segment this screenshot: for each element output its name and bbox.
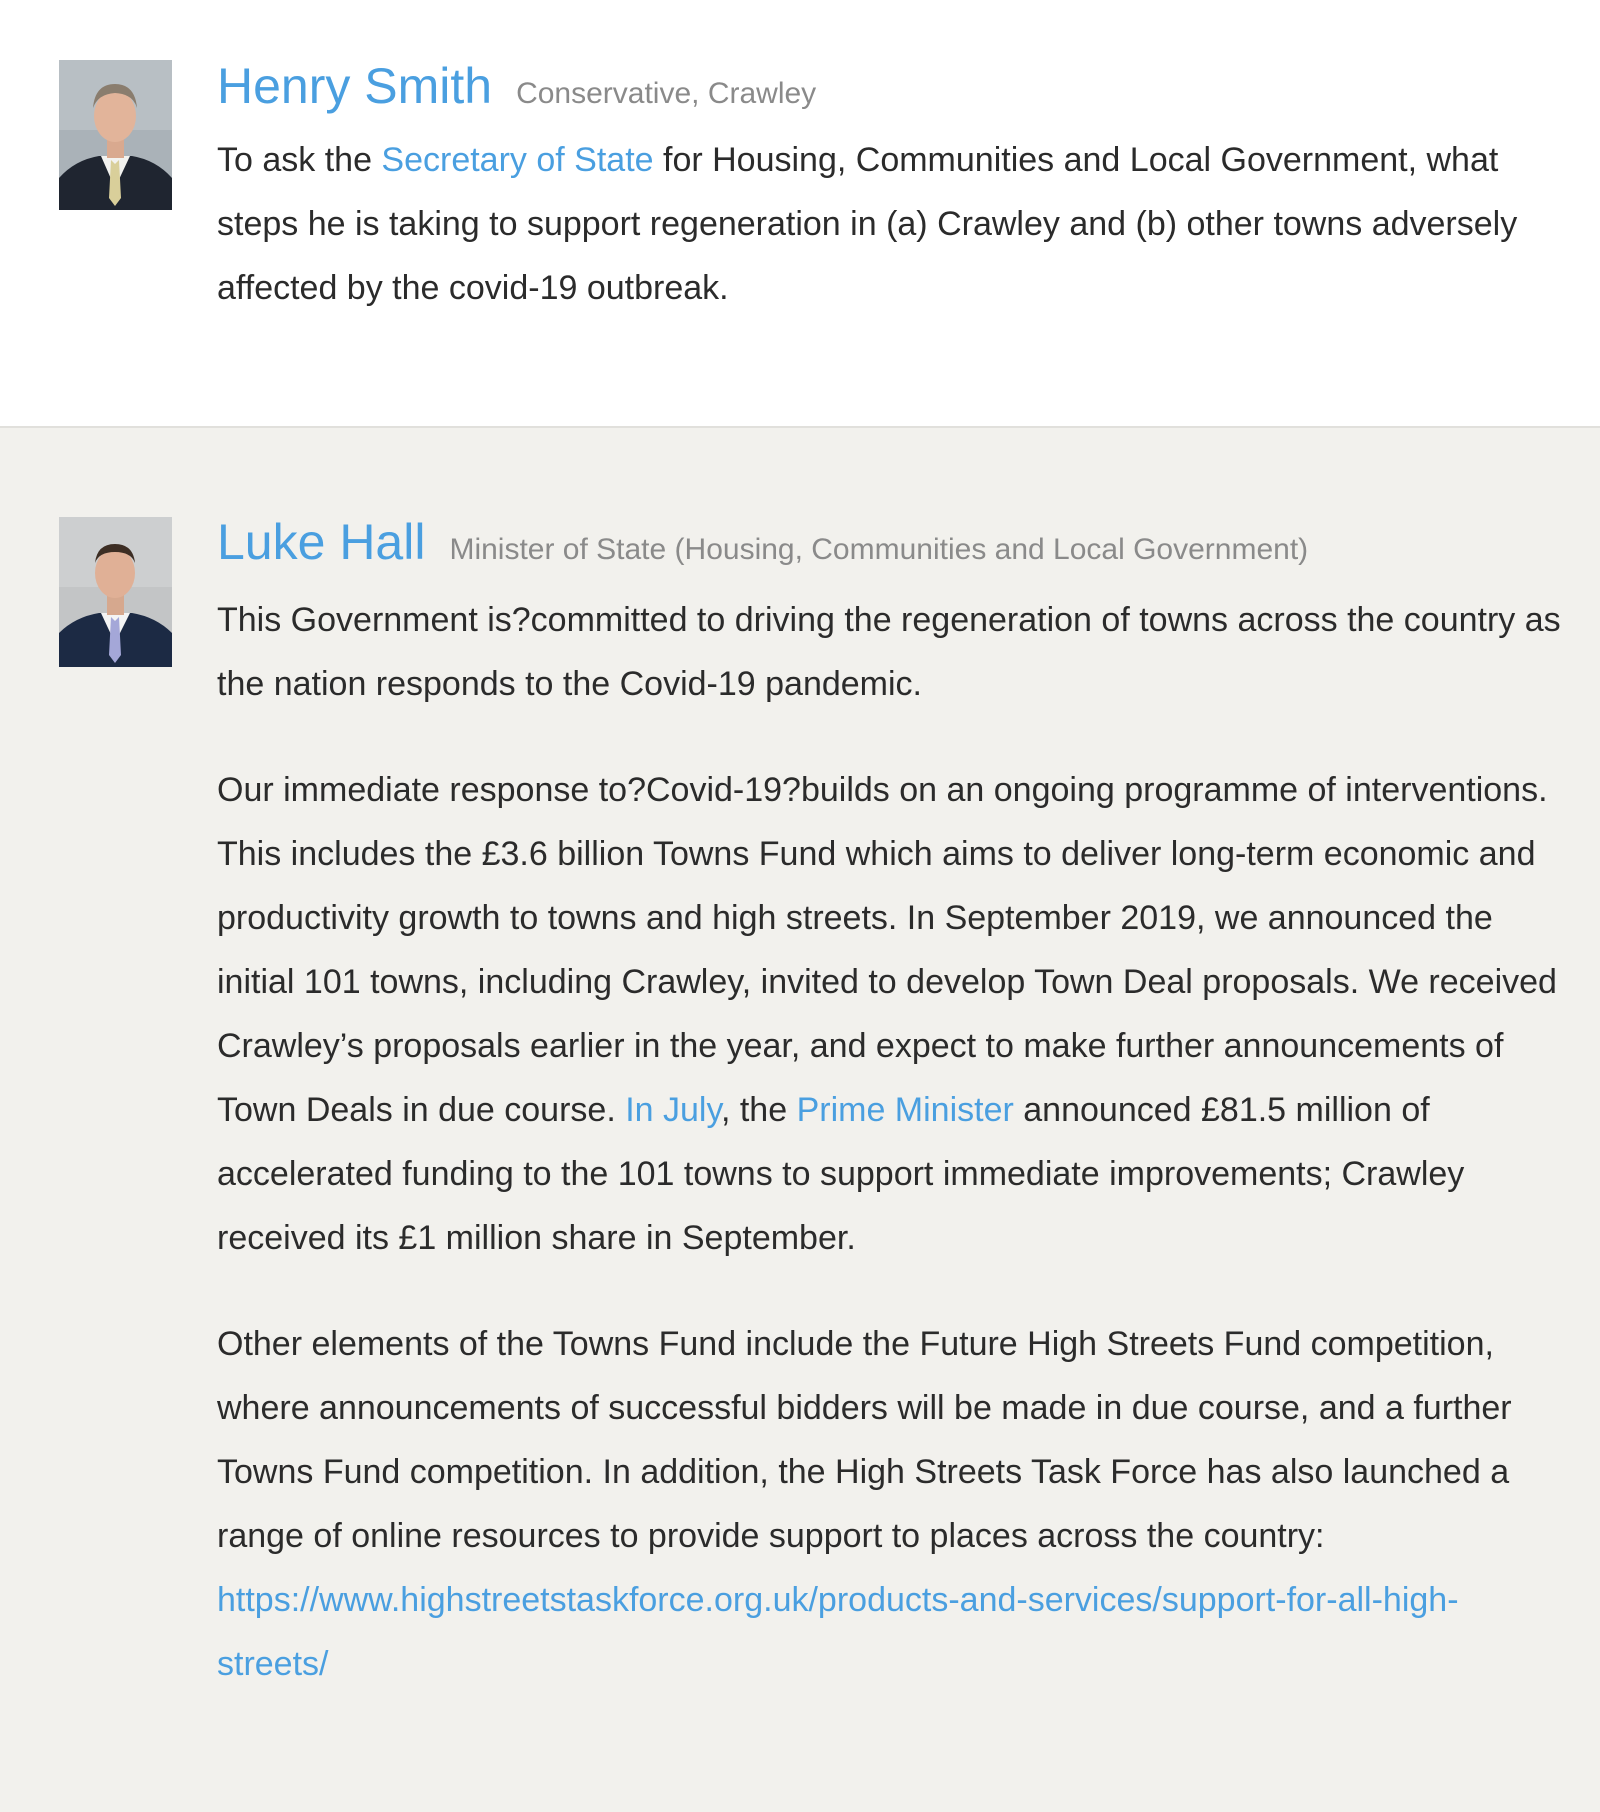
question-paragraph xyxy=(217,128,1565,320)
high-streets-task-force-link[interactable]: https://www.highstreetstaskforce.org.uk/products-and-services/support-for-all-high-streets/ xyxy=(217,1581,1459,1683)
speaker-header xyxy=(217,508,1565,576)
speaker-header xyxy=(217,52,1565,120)
question-content xyxy=(217,52,1565,320)
speaker-position: Conservative, Crawley xyxy=(516,77,817,110)
answer-paragraph-2-start: Our immediate response to?Covid-19?builds on an ongoing programme of interventions. This includes the £3.6 billion Towns Fund which aims to deliver long-term economic and productivity growth to towns and high streets. In September 2019, we announced the initial 101 towns, including Crawley, invited to develop Town Deal proposals. We received Crawley’s proposals earlier in the year, and expect to make further announcements of Town Deals in due course. xyxy=(217,771,1557,1129)
question-text-start: To ask the xyxy=(217,141,382,179)
in-july-link[interactable]: In July xyxy=(625,1091,721,1129)
question-text xyxy=(217,128,1565,320)
question-block xyxy=(0,0,1600,428)
answer-block xyxy=(0,428,1600,1812)
answer-paragraph-2 xyxy=(217,758,1565,1270)
prime-minister-link[interactable]: Prime Minister xyxy=(796,1091,1014,1129)
secretary-of-state-link[interactable]: Secretary of State xyxy=(381,141,654,179)
speaker-position: Minister of State (Housing, Communities and Local Government) xyxy=(449,533,1309,566)
answer-paragraph-3 xyxy=(217,1312,1565,1696)
henry-smith-avatar[interactable] xyxy=(59,60,172,210)
speaker-name-link[interactable]: Henry Smith xyxy=(217,58,493,114)
answer-paragraph-2-middle: , the xyxy=(720,1091,797,1129)
question-text-end: for Housing, Communities and Local Government, what steps he is taking to support regeneration in (a) Crawley and (b) other towns adversely affected by the covid-19 outbreak. xyxy=(217,141,1518,307)
answer-paragraph-2-end: announced £81.5 million of accelerated funding to the 101 towns to support immediate improvements; Crawley received its £1 million share in September. xyxy=(217,1091,1465,1257)
answer-paragraph-1: This Government is?committed to driving the regeneration of towns across the country as the nation responds to the Covid-19 pandemic. xyxy=(217,601,1561,703)
answer-content xyxy=(217,508,1565,1696)
answer-paragraph-3-start: Other elements of the Towns Fund include the Future High Streets Fund competition, where announcements of successful bidders will be made in due course, and a further Towns Fund competition. In addition, the High Streets Task Force has also launched a range of online resources to provide support to places across the country: xyxy=(217,1325,1512,1555)
speaker-name-link[interactable]: Luke Hall xyxy=(217,514,426,570)
answer-text xyxy=(217,588,1565,1696)
luke-hall-avatar[interactable] xyxy=(59,517,172,667)
